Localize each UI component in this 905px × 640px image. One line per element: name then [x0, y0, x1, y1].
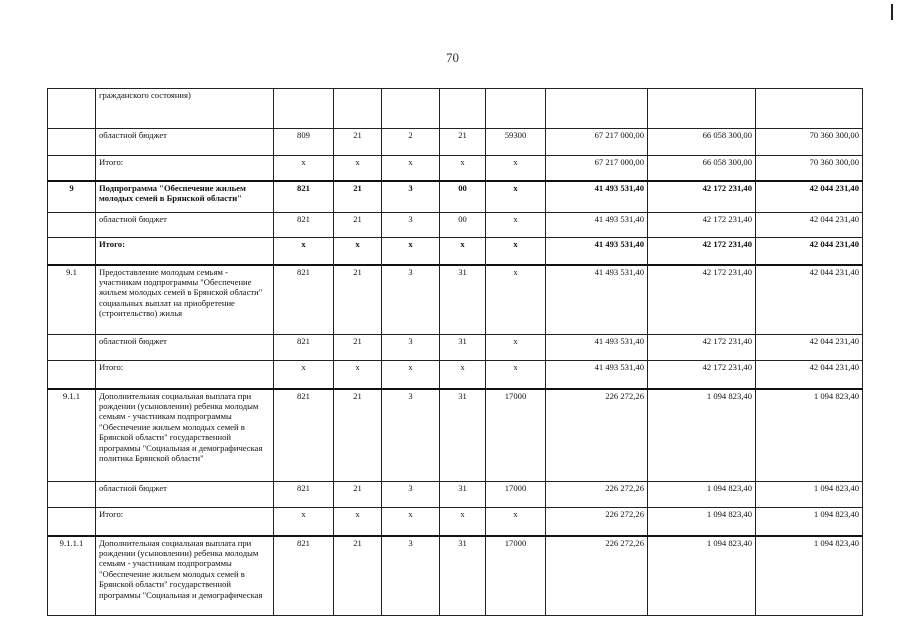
target-code-cell: x — [486, 508, 546, 536]
amount-year1-cell: 41 493 531,40 — [546, 181, 648, 213]
ministry-code-cell: 821 — [274, 482, 334, 508]
program-code-cell: x — [440, 508, 486, 536]
budget-table — [47, 88, 863, 616]
amount-year1-cell: 226 272,26 — [546, 536, 648, 616]
amount-year1-cell — [546, 89, 648, 129]
program-code-cell: 31 — [440, 536, 486, 616]
amount-year3-cell: 70 360 300,00 — [756, 129, 863, 156]
section-code-cell: 21 — [334, 129, 382, 156]
row-code-cell: 9 — [48, 181, 96, 213]
program-code-cell: 31 — [440, 265, 486, 335]
subsection-code-cell: x — [382, 361, 440, 389]
program-code-cell — [440, 89, 486, 129]
target-code-cell: x — [486, 213, 546, 238]
amount-year3-cell: 1 094 823,40 — [756, 389, 863, 482]
target-code-cell — [486, 89, 546, 129]
row-code-cell — [48, 156, 96, 181]
table-row — [48, 238, 863, 265]
section-code-cell: 21 — [334, 389, 382, 482]
table-row — [48, 89, 863, 129]
subsection-code-cell: 3 — [382, 265, 440, 335]
table-row — [48, 213, 863, 238]
amount-year2-cell: 1 094 823,40 — [648, 536, 756, 616]
amount-year2-cell: 42 172 231,40 — [648, 361, 756, 389]
subsection-code-cell: 3 — [382, 181, 440, 213]
target-code-cell: 17000 — [486, 482, 546, 508]
amount-year1-cell: 226 272,26 — [546, 482, 648, 508]
amount-year2-cell: 66 058 300,00 — [648, 156, 756, 181]
subsection-code-cell: 2 — [382, 129, 440, 156]
section-code-cell: 21 — [334, 181, 382, 213]
row-code-cell — [48, 89, 96, 129]
row-code-cell — [48, 335, 96, 361]
amount-year2-cell: 66 058 300,00 — [648, 129, 756, 156]
section-code-cell: 21 — [334, 536, 382, 616]
subsection-code-cell: 3 — [382, 536, 440, 616]
row-code-cell — [48, 361, 96, 389]
row-name-cell: Предоставление молодым семьям - участникам подпрограммы "Обеспечение жильем молодых семей в Брянской области" социальных выплат на приобретение (строительство) жилья — [96, 265, 274, 335]
subsection-code-cell — [382, 89, 440, 129]
row-code-cell: 9.1 — [48, 265, 96, 335]
target-code-cell: 17000 — [486, 536, 546, 616]
target-code-cell: 59300 — [486, 129, 546, 156]
ministry-code-cell: 821 — [274, 181, 334, 213]
amount-year3-cell: 42 044 231,40 — [756, 361, 863, 389]
program-code-cell: x — [440, 238, 486, 265]
amount-year3-cell — [756, 89, 863, 129]
amount-year2-cell: 1 094 823,40 — [648, 508, 756, 536]
ministry-code-cell: 821 — [274, 213, 334, 238]
amount-year1-cell: 67 217 000,00 — [546, 129, 648, 156]
page-number: 70 — [446, 50, 459, 65]
ministry-code-cell: x — [274, 238, 334, 265]
ministry-code-cell: 821 — [274, 265, 334, 335]
amount-year1-cell: 226 272,26 — [546, 389, 648, 482]
program-code-cell: 00 — [440, 181, 486, 213]
table-row — [48, 508, 863, 536]
row-code-cell — [48, 482, 96, 508]
amount-year3-cell: 1 094 823,40 — [756, 482, 863, 508]
row-code-cell — [48, 129, 96, 156]
edge-mark — [891, 4, 893, 20]
amount-year3-cell: 1 094 823,40 — [756, 508, 863, 536]
section-code-cell — [334, 89, 382, 129]
amount-year2-cell: 42 172 231,40 — [648, 238, 756, 265]
subsection-code-cell: 3 — [382, 482, 440, 508]
row-code-cell — [48, 238, 96, 265]
target-code-cell: x — [486, 335, 546, 361]
program-code-cell: x — [440, 361, 486, 389]
ministry-code-cell: 809 — [274, 129, 334, 156]
table-row — [48, 482, 863, 508]
amount-year1-cell: 41 493 531,40 — [546, 335, 648, 361]
amount-year3-cell: 70 360 300,00 — [756, 156, 863, 181]
amount-year2-cell: 42 172 231,40 — [648, 335, 756, 361]
row-code-cell — [48, 508, 96, 536]
section-code-cell: x — [334, 238, 382, 265]
subsection-code-cell: 3 — [382, 335, 440, 361]
row-name-cell: Итого: — [96, 361, 274, 389]
row-name-cell: областной бюджет — [96, 482, 274, 508]
section-code-cell: x — [334, 361, 382, 389]
row-name-cell: гражданского состояния) — [96, 89, 274, 129]
amount-year3-cell: 42 044 231,40 — [756, 181, 863, 213]
target-code-cell: x — [486, 156, 546, 181]
section-code-cell: x — [334, 508, 382, 536]
target-code-cell: x — [486, 361, 546, 389]
subsection-code-cell: x — [382, 238, 440, 265]
table-row — [48, 265, 863, 335]
section-code-cell: 21 — [334, 335, 382, 361]
subsection-code-cell: x — [382, 508, 440, 536]
program-code-cell: 21 — [440, 129, 486, 156]
program-code-cell: 31 — [440, 482, 486, 508]
program-code-cell: 31 — [440, 389, 486, 482]
amount-year1-cell: 226 272,26 — [546, 508, 648, 536]
target-code-cell: x — [486, 238, 546, 265]
section-code-cell: 21 — [334, 213, 382, 238]
target-code-cell: x — [486, 181, 546, 213]
table-row — [48, 129, 863, 156]
target-code-cell: x — [486, 265, 546, 335]
table-row — [48, 335, 863, 361]
subsection-code-cell: 3 — [382, 213, 440, 238]
row-name-cell: Итого: — [96, 238, 274, 265]
ministry-code-cell: x — [274, 361, 334, 389]
amount-year3-cell: 1 094 823,40 — [756, 536, 863, 616]
amount-year3-cell: 42 044 231,40 — [756, 238, 863, 265]
ministry-code-cell: x — [274, 156, 334, 181]
amount-year1-cell: 41 493 531,40 — [546, 238, 648, 265]
row-name-cell: областной бюджет — [96, 129, 274, 156]
table-row — [48, 536, 863, 616]
row-name-cell: Подпрограмма "Обеспечение жильем молодых семей в Брянской области" — [96, 181, 274, 213]
amount-year3-cell: 42 044 231,40 — [756, 213, 863, 238]
row-code-cell: 9.1.1 — [48, 389, 96, 482]
table-row — [48, 389, 863, 482]
amount-year2-cell — [648, 89, 756, 129]
section-code-cell: 21 — [334, 265, 382, 335]
ministry-code-cell: 821 — [274, 389, 334, 482]
amount-year2-cell: 1 094 823,40 — [648, 389, 756, 482]
row-code-cell: 9.1.1.1 — [48, 536, 96, 616]
amount-year1-cell: 41 493 531,40 — [546, 213, 648, 238]
amount-year2-cell: 42 172 231,40 — [648, 181, 756, 213]
amount-year2-cell: 1 094 823,40 — [648, 482, 756, 508]
table-row — [48, 361, 863, 389]
ministry-code-cell: 821 — [274, 335, 334, 361]
amount-year3-cell: 42 044 231,40 — [756, 265, 863, 335]
ministry-code-cell: 821 — [274, 536, 334, 616]
table-row — [48, 156, 863, 181]
target-code-cell: 17000 — [486, 389, 546, 482]
table-row — [48, 181, 863, 213]
section-code-cell: 21 — [334, 482, 382, 508]
row-name-cell: областной бюджет — [96, 213, 274, 238]
program-code-cell: 31 — [440, 335, 486, 361]
row-name-cell: Итого: — [96, 508, 274, 536]
subsection-code-cell: 3 — [382, 389, 440, 482]
amount-year1-cell: 41 493 531,40 — [546, 361, 648, 389]
ministry-code-cell — [274, 89, 334, 129]
amount-year1-cell: 41 493 531,40 — [546, 265, 648, 335]
row-name-cell: Итого: — [96, 156, 274, 181]
amount-year2-cell: 42 172 231,40 — [648, 213, 756, 238]
row-name-cell: областной бюджет — [96, 335, 274, 361]
program-code-cell: x — [440, 156, 486, 181]
section-code-cell: x — [334, 156, 382, 181]
amount-year3-cell: 42 044 231,40 — [756, 335, 863, 361]
program-code-cell: 00 — [440, 213, 486, 238]
subsection-code-cell: x — [382, 156, 440, 181]
ministry-code-cell: x — [274, 508, 334, 536]
row-name-cell: Дополнительная социальная выплата при рождении (усыновлении) ребенка молодым семьям - участникам подпрограммы "Обеспечение жильем молодых семей в Брянской области" государственной программы "Социальная и демографическая политика Брянской области" — [96, 389, 274, 482]
amount-year1-cell: 67 217 000,00 — [546, 156, 648, 181]
amount-year2-cell: 42 172 231,40 — [648, 265, 756, 335]
row-code-cell — [48, 213, 96, 238]
row-name-cell: Дополнительная социальная выплата при рождении (усыновлении) ребенка молодым семьям - участникам подпрограммы "Обеспечение жильем молодых семей в Брянской области" государственной программы "Социальная и демографическая — [96, 536, 274, 616]
